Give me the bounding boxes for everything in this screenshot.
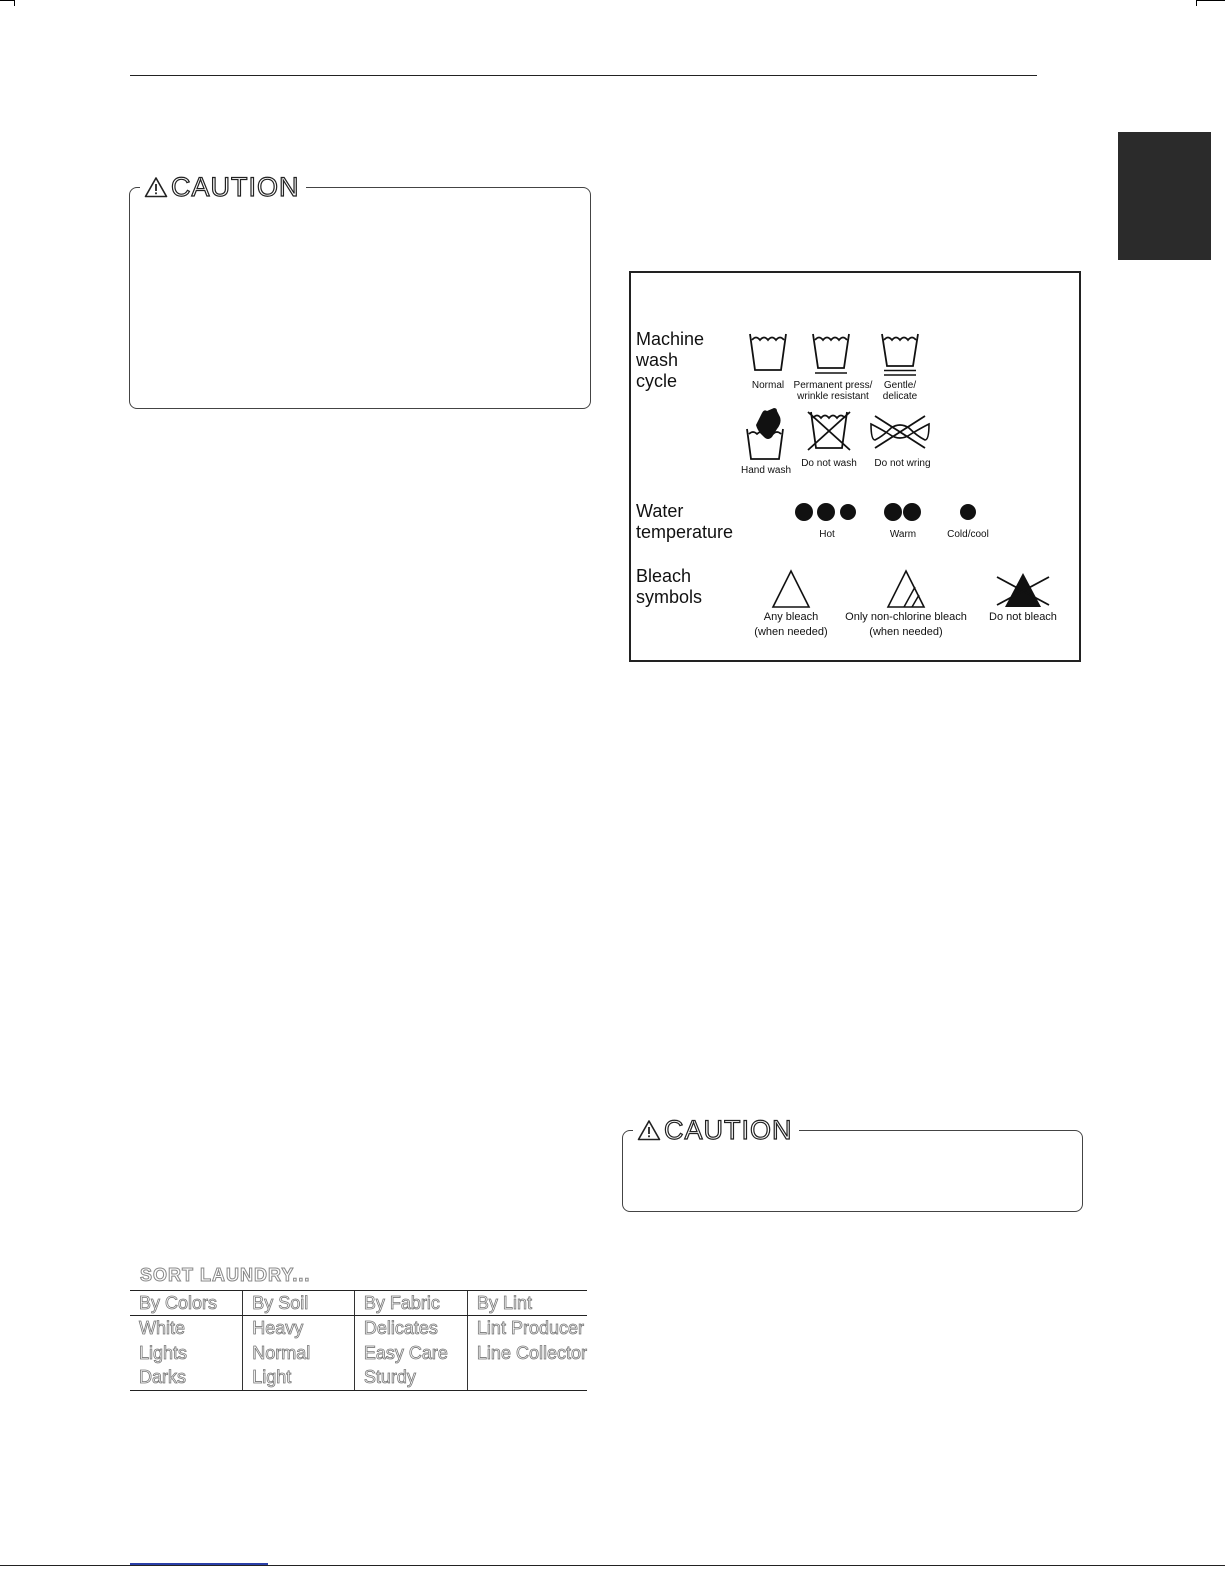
- caution-header: [140, 172, 306, 202]
- warning-triangle-icon: [637, 1119, 661, 1141]
- water-temperature-label: Water temperature: [636, 501, 734, 542]
- table-header-cell: By Colors: [130, 1291, 243, 1316]
- caution-header: [633, 1115, 799, 1145]
- machine-wash-label: Machine wash cycle: [636, 329, 705, 391]
- temp-caption-hot: Hot: [819, 529, 835, 540]
- bleach-caption-any: Any bleach (when needed): [754, 611, 828, 638]
- non-chlorine-bleach-icon: [886, 569, 926, 609]
- table-cell: Easy Care: [354, 1341, 467, 1366]
- do-not-bleach-icon: [993, 571, 1053, 609]
- wash-tub-icon: [748, 332, 788, 374]
- table-cell: Darks: [130, 1366, 243, 1391]
- table-cell: Line Collector: [467, 1341, 587, 1366]
- wash-caption-hand-wash: Hand wash: [740, 465, 792, 476]
- table-cell: Delicates: [354, 1316, 467, 1341]
- wash-caption-do-not-wring: Do not wring: [874, 458, 931, 469]
- table-row: [130, 1341, 587, 1366]
- table-cell: Lights: [139, 1342, 188, 1363]
- table-cell: Normal: [243, 1341, 355, 1366]
- crop-mark-top-right: [1197, 0, 1225, 1]
- table-header-cell: By Lint: [467, 1291, 587, 1316]
- wash-symbols-panel: [629, 271, 1081, 662]
- bleach-caption-do-not: Do not bleach: [989, 611, 1057, 623]
- table-cell: White: [139, 1317, 186, 1338]
- bleach-symbols-label: Bleach symbols: [636, 566, 703, 607]
- table-row: [130, 1366, 587, 1391]
- table-header-cell: By Soil: [243, 1291, 355, 1316]
- caution-box-right: [622, 1114, 1083, 1212]
- footer-accent: [130, 1563, 268, 1565]
- table-header-row: [130, 1291, 587, 1316]
- caution-title: CAUTION: [171, 171, 300, 202]
- wash-caption-gentle: Gentle/ delicate: [882, 380, 918, 402]
- table-cell: Lint Producer: [467, 1316, 587, 1341]
- header-rule: [130, 75, 1037, 76]
- bleach-caption-non-chlorine: Only non-chlorine bleach (when needed): [845, 611, 967, 638]
- table-header-cell: By Fabric: [354, 1291, 467, 1316]
- crop-mark-top-left-v: [14, 0, 15, 6]
- any-bleach-triangle-icon: [771, 569, 811, 609]
- warning-triangle-icon: [144, 176, 168, 198]
- hand-wash-icon: [744, 407, 786, 461]
- hot-dots-icon: [794, 502, 860, 522]
- table-cell: Light: [243, 1366, 355, 1391]
- table-row: [130, 1316, 587, 1341]
- caution-title: CAUTION: [664, 1114, 793, 1145]
- table-cell: Sturdy: [354, 1366, 467, 1391]
- table-cell: Heavy: [243, 1316, 355, 1341]
- cold-dot-icon: [959, 503, 977, 521]
- wash-caption-permanent-press: Permanent press/ wrinkle resistant: [793, 380, 873, 402]
- wash-tub-two-bars-icon: [880, 332, 920, 378]
- wash-caption-do-not-wash: Do not wash: [801, 458, 857, 469]
- table-cell: [467, 1366, 587, 1391]
- wash-caption-normal: Normal: [751, 380, 785, 391]
- warm-dots-icon: [883, 502, 923, 522]
- chapter-tab: [1118, 132, 1211, 260]
- do-not-wring-icon: [867, 414, 933, 450]
- footer-rule: [0, 1565, 1225, 1566]
- wash-tub-one-bar-icon: [811, 332, 851, 376]
- temp-caption-warm: Warm: [889, 529, 917, 540]
- sort-laundry-title: SORT LAUNDRY...: [140, 1265, 311, 1285]
- temp-caption-cold: Cold/cool: [947, 529, 989, 540]
- caution-box-left: [129, 171, 591, 409]
- do-not-wash-icon: [806, 410, 852, 454]
- crop-mark-top-left: [0, 0, 14, 1]
- sort-laundry-table: [130, 1290, 587, 1391]
